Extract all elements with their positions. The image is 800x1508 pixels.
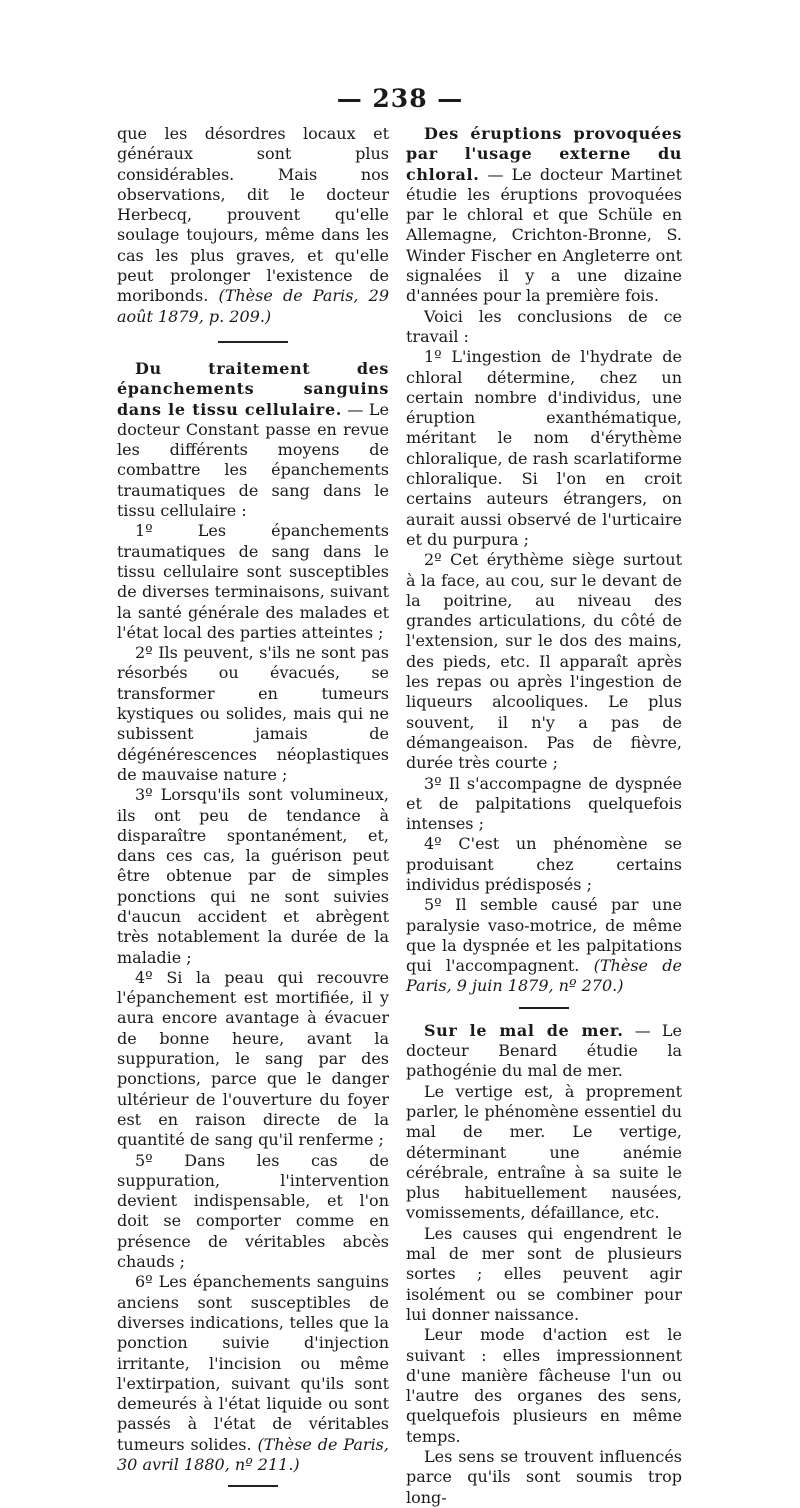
section-title: Du traitement des épanchements sanguins dans le tissu cellulaire. <box>117 358 389 419</box>
list-item: 2º Ils peuvent, s'ils ne sont pas résorbés ou évacués, se transformer en tumeurs kystiques ou solides, mais qui ne subissent jamais de dégénérescences néoplastiques de mauvaise nature ; <box>117 643 389 784</box>
list-item: 1º Les épanchements traumatiques de sang dans le tissu cellulaire sont susceptibles de diverses terminaisons, suivant la santé générale des malades et l'état local des parties atteintes ; <box>117 521 389 642</box>
page-number: — 238 — <box>336 84 464 113</box>
citation: (Thèse de Paris, 9 juin 1879, nº 270.) <box>406 956 682 996</box>
paragraph: Le vertige est, à proprement parler, le phénomène essentiel du mal de mer. Le vertige, déterminant une anémie cérébrale, entraîne à sa suite le plus habituellement nausées, vomissements, défaillance, etc. <box>406 1081 682 1223</box>
list-item: 6º Les épanchements sanguins anciens sont susceptibles de diverses indications, telles que la ponction suivie d'injection irritante, l'incision ou même l'extirpation, suivant qu'ils sont demeurés à l'état liquide ou sont passés à l'état de véritables tumeurs solides. (Thèse de Paris, 30 avril 1880, nº 211.) <box>117 1272 389 1474</box>
list-item: 4º Si la peau qui recouvre l'épanchement est mortifiée, il y aura encore avantage à évacuer de bonne heure, avant la suppuration, le sang par des ponctions, parce que le danger ultérieur de l'ouverture du foyer est en raison directe de la quantité de sang qu'il renferme ; <box>117 967 389 1150</box>
citation: (Thèse de Paris, 30 avril 1880, nº 211.) <box>117 1434 389 1474</box>
list-item: 5º Il semble causé par une paralysie vaso-motrice, de même que la dyspnée et les palpitations qui l'accompagnent. (Thèse de Paris, 9 juin 1879, nº 270.) <box>406 895 682 996</box>
list-item: 1º L'ingestion de l'hydrate de chloral détermine, chez un certain nombre d'individus, une éruption exanthématique, méritant le nom d'érythème chloralique, de rash scarlatiforme chloralique. Si l'on en croit certains auteurs étrangers, on aurait aussi observé de l'urticaire et du purpura ; <box>406 347 682 549</box>
left-column <box>117 124 389 1499</box>
list-item: 5º Dans les cas de suppuration, l'intervention devient indispensable, et l'on doit se comporter comme en présence de véritables abcès chauds ; <box>117 1150 389 1272</box>
section-paragraph: Du traitement des épanchements sanguins dans le tissu cellulaire. — Le docteur Constant passe en revue les différents moyens de combattre les épanchements traumatiques de sang dans le tissu cellulaire : <box>117 358 389 521</box>
paragraph-continued: que les désordres locaux et généraux sont plus considérables. Mais nos observations, dit le docteur Herbecq, prouvent qu'elle soulage toujours, même dans les cas les plus graves, et qu'elle peut prolonger l'existence de moribonds. (Thèse de Paris, 29 août 1879, p. 209.) <box>117 124 389 326</box>
section-divider <box>218 341 288 343</box>
paragraph: Leur mode d'action est le suivant : elles impressionnent d'une manière fâcheuse l'un ou l'autre des organes des sens, quelquefois plusieurs en même temps. <box>406 1325 682 1446</box>
right-column <box>406 124 682 1508</box>
paragraph: Voici les conclusions de ce travail : <box>406 306 682 346</box>
paragraph: Les causes qui engendrent le mal de mer sont de plusieurs sortes ; elles peuvent agir isolément ou se combiner pour lui donner naissance. <box>406 1223 682 1324</box>
list-item: 3º Il s'accompagne de dyspnée et de palpitations quelquefois intenses ; <box>406 773 682 834</box>
section-title: Des éruptions provoquées par l'usage externe du chloral. <box>406 124 682 184</box>
section-paragraph: Des éruptions provoquées par l'usage externe du chloral. — Le docteur Martinet étudie les éruptions provoquées par le chloral et que Schüle en Allemagne, Crichton-Bronne, S. Winder Fischer en Angleterre ont signalées il y a une dizaine d'années pour la première fois. <box>406 124 683 306</box>
citation: (Thèse de Paris, 29 août 1879, p. 209.) <box>117 286 389 326</box>
list-item: 3º Lorsqu'ils sont volumineux, ils ont peu de tendance à disparaître spontanément, et, dans ces cas, la guérison peut être obtenue par de simples ponctions qui ne sont suivies d'aucun accident et abrègent très notablement la durée de la maladie ; <box>117 785 389 967</box>
list-item: 2º Cet érythème siège surtout à la face, au cou, sur le devant de la poitrine, au niveau des grandes articulations, du côté de l'extension, sur le dos des mains, des pieds, etc. Il apparaît après les repas ou après l'ingestion de liqueurs alcooliques. Le plus souvent, il n'y a pas de démangeaison. Pas de fièvre, durée très courte ; <box>406 550 682 773</box>
section-divider <box>519 1007 569 1009</box>
list-item: 4º C'est un phénomène se produisant chez certains individus prédisposés ; <box>406 834 682 894</box>
section-divider <box>228 1485 278 1487</box>
section-title: Sur le mal de mer. <box>424 1020 624 1040</box>
section-paragraph: Sur le mal de mer. — Le docteur Benard étudie la pathogénie du mal de mer. <box>406 1020 682 1081</box>
paragraph: Les sens se trouvent influencés parce qu'ils sont soumis trop long- <box>406 1447 682 1507</box>
